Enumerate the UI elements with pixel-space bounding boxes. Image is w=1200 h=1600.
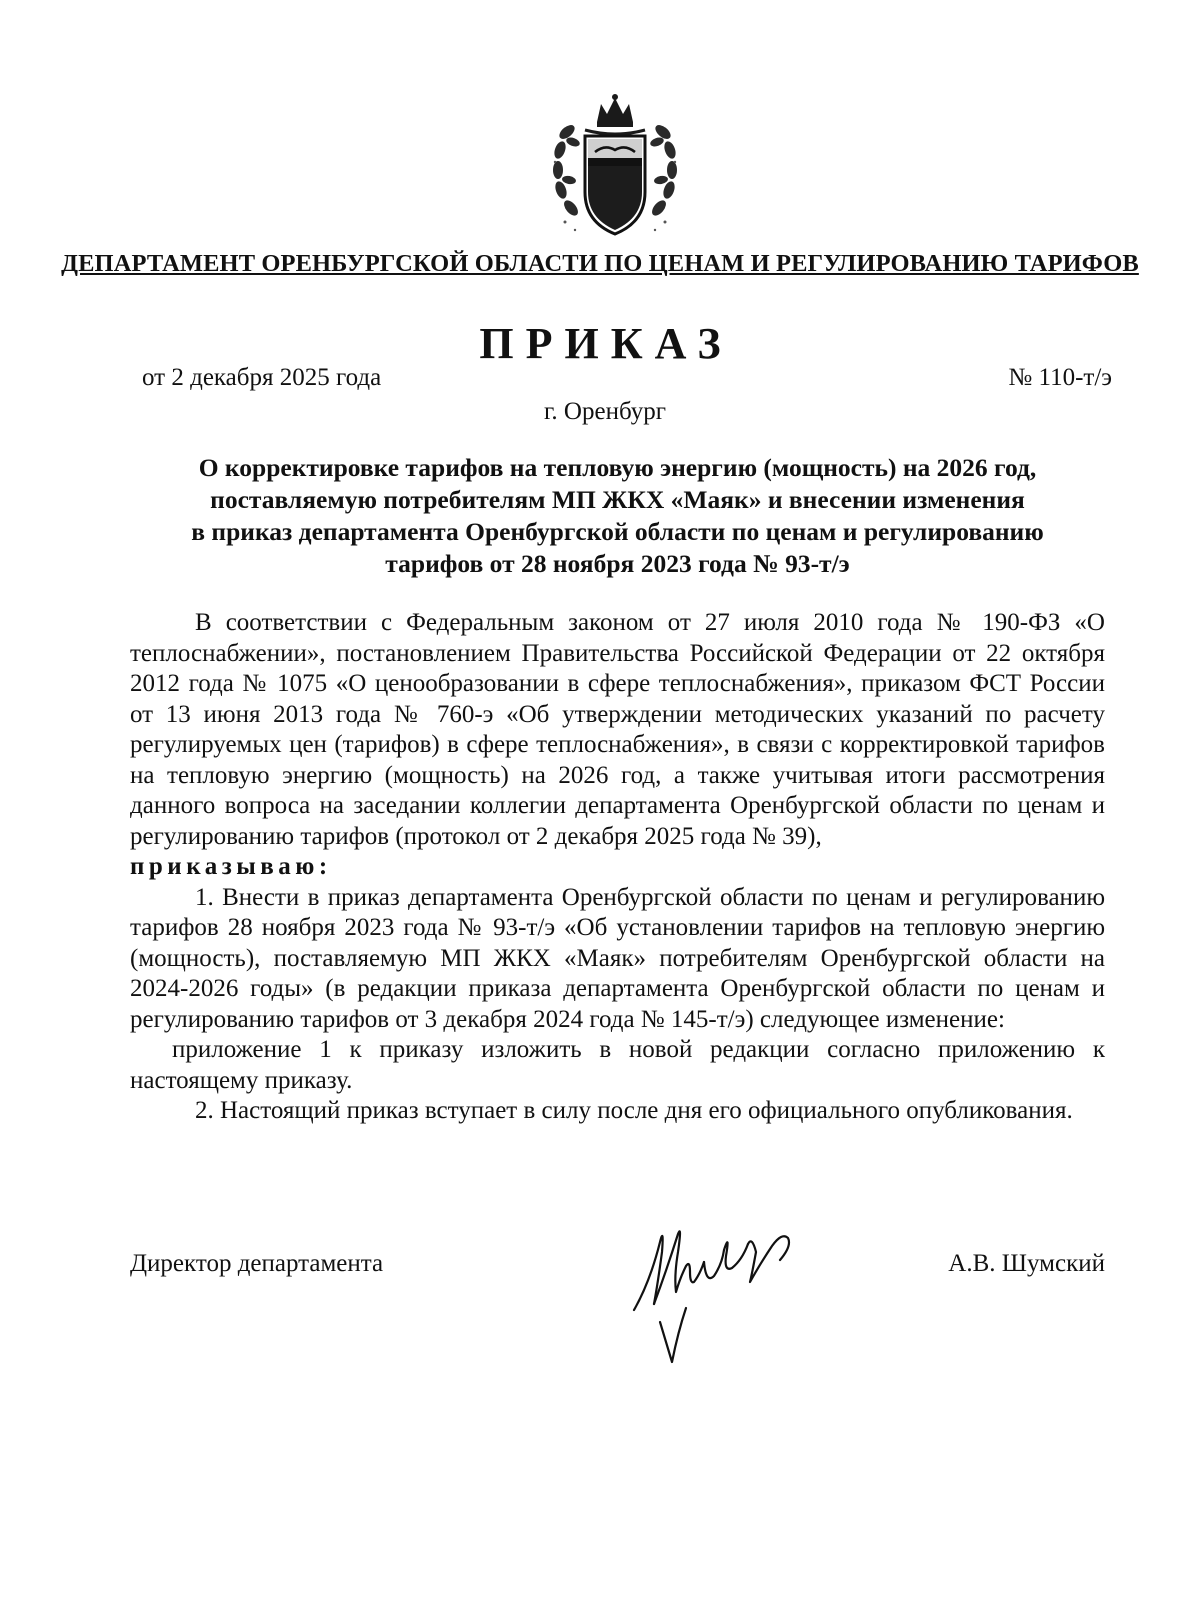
item-2-paragraph: 2. Настоящий приказ вступает в силу после дня его официального опубликования. bbox=[195, 1097, 1073, 1124]
order-body bbox=[130, 608, 1105, 1127]
order-city: г. Оренбург bbox=[544, 398, 666, 425]
preamble-paragraph: В соответствии с Федеральным законом от 27 июля 2010 года № 190-ФЗ «О теплоснабжении», постановлением Правительства Российской Федерации от 22 октября 2012 года № 1075 «О ценообразовании в сфере теплоснабжения», приказом ФСТ России от 13 июня 2013 года № 760-э «Об утверждении методических указаний по расчету регулируемых цен (тарифов) в сфере теплоснабжения», в связи с корректировкой тарифов на тепловую энергию (мощность) на 2026 год, а также учитывая итоги рассмотрения данного вопроса на заседании коллегии департамента Оренбургской области по ценам и регулированию тарифов (протокол от 2 декабря 2025 года № 39), bbox=[130, 609, 1105, 850]
signatory-role: Директор департамента bbox=[130, 1250, 384, 1277]
subject-line: тарифов от 28 ноября 2023 года № 93-т/э bbox=[385, 549, 850, 578]
document-title: ПРИКАЗ bbox=[479, 319, 733, 368]
coat-of-arms-icon bbox=[545, 92, 685, 242]
subject-line: в приказ департамента Оренбургской области по ценам и регулированию bbox=[191, 517, 1044, 546]
item-1-paragraph: 1. Внести в приказ департамента Оренбургской области по ценам и регулированию тарифов 28 ноября 2023 года № 93-т/э «Об установлении тарифов на тепловую энергию (мощность), поставляемую МП ЖКХ «Маяк» потребителям Оренбургской области на 2024-2026 годы» (в редакции приказа департамента Оренбургской области по ценам и регулированию тарифов от 3 декабря 2024 года № 145-т/э) следующее изменение: bbox=[130, 883, 1105, 1033]
subject-line: поставляемую потребителям МП ЖКХ «Маяк» и внесении изменения bbox=[210, 485, 1025, 514]
item-1-detail-paragraph: приложение 1 к приказу изложить в новой редакции согласно приложению к настоящему приказу. bbox=[130, 1036, 1105, 1094]
resolve-word: приказываю: bbox=[130, 853, 332, 880]
order-number: № 110-т/э bbox=[1008, 364, 1112, 391]
department-name: ДЕПАРТАМЕНТ ОРЕНБУРГСКОЙ ОБЛАСТИ ПО ЦЕНАМ И РЕГУЛИРОВАНИЮ ТАРИФОВ bbox=[61, 250, 1139, 277]
order-subject bbox=[150, 452, 1085, 580]
subject-line: О корректировке тарифов на тепловую энергию (мощность) на 2026 год, bbox=[198, 453, 1037, 482]
handwritten-signature bbox=[620, 1212, 810, 1372]
order-date: от 2 декабря 2025 года bbox=[142, 364, 382, 391]
signatory-name: А.В. Шумский bbox=[948, 1250, 1105, 1277]
